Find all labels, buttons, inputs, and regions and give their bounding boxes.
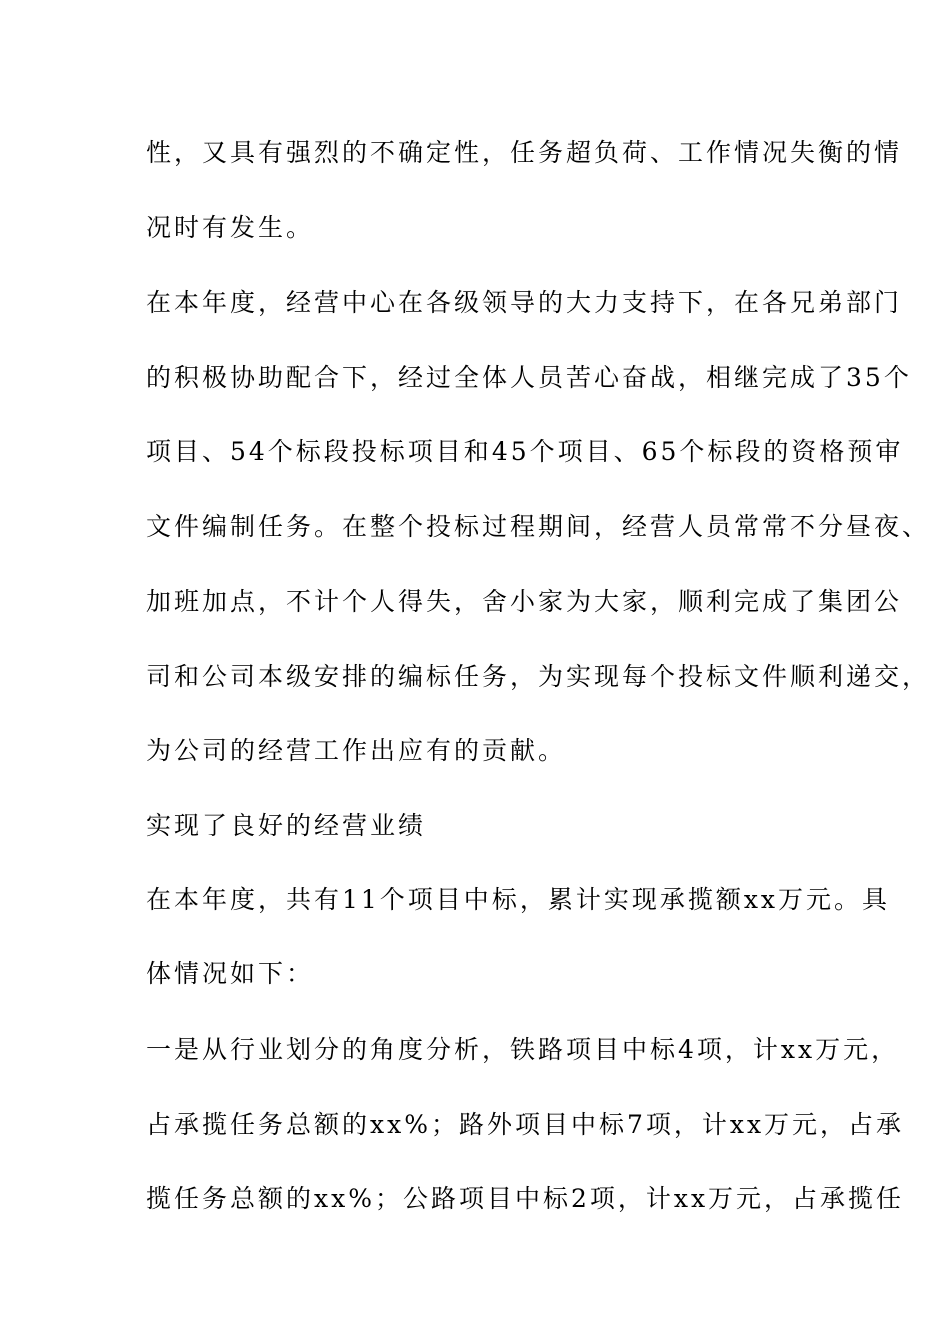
text-line-7: 加班加点，不计个人得失，舍小家为大家，顺利完成了集团公: [146, 587, 903, 616]
text-line-13: 一是从行业划分的角度分析，铁路项目中标4项，计xx万元，: [146, 1035, 900, 1064]
text-line-11: 在本年度，共有11个项目中标，累计实现承揽额xx万元。具: [146, 885, 891, 914]
section-heading: 实现了良好的经营业绩: [146, 811, 427, 840]
text-line-15: 揽任务总额的xx%；公路项目中标2项，计xx万元，占承揽任: [146, 1184, 905, 1213]
text-line-2: 况时有发生。: [146, 213, 315, 242]
text-line-6: 文件编制任务。在整个投标过程期间，经营人员常常不分昼夜、: [146, 512, 931, 541]
text-line-14: 占承揽任务总额的xx%；路外项目中标7项，计xx万元，占承: [146, 1110, 905, 1139]
text-line-3: 在本年度，经营中心在各级领导的大力支持下，在各兄弟部门: [146, 288, 903, 317]
text-line-1: 性，又具有强烈的不确定性，任务超负荷、工作情况失衡的情: [146, 138, 903, 167]
text-line-8: 司和公司本级安排的编标任务，为实现每个投标文件顺利递交，: [146, 662, 931, 691]
text-line-5: 项目、54个标段投标项目和45个项目、65个标段的资格预审: [146, 437, 904, 466]
text-line-12: 体情况如下：: [146, 959, 315, 988]
text-line-4: 的积极协助配合下，经过全体人员苦心奋战，相继完成了35个: [146, 363, 912, 392]
text-line-9: 为公司的经营工作出应有的贡献。: [146, 736, 567, 765]
